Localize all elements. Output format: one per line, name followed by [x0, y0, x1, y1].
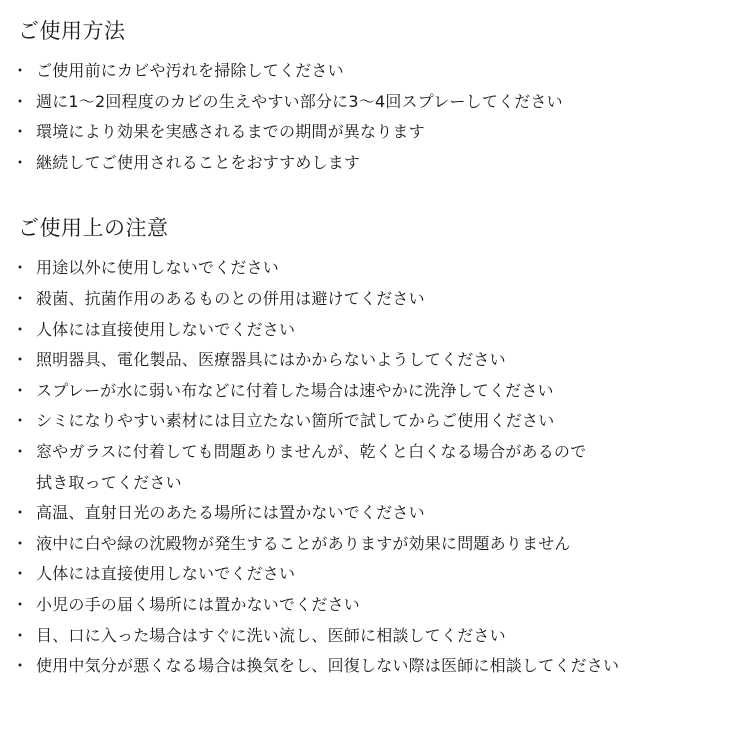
list-item-text: ・ 用途以外に使用しないでください	[36, 258, 280, 278]
list-item-text: ・ 使用中気分が悪くなる場合は換気をし、回復しない際は医師に相談してください	[36, 656, 620, 676]
list-item-text: ・ 週に1〜2回程度のカビの生えやすい部分に3〜4回スプレーしてください	[36, 91, 563, 111]
list-item	[18, 345, 733, 376]
list-item-text: ・ 環境により効果を実感されるまでの期間が異なります	[36, 122, 425, 142]
list-item	[18, 651, 733, 682]
cautions-title: ご使用上の注意	[18, 216, 169, 241]
list-item	[18, 87, 733, 118]
list-item-text: ・ 液中に白や緑の沈殿物が発生することがありますが効果に問題ありません	[36, 533, 571, 553]
list-item	[18, 437, 733, 498]
list-item	[18, 117, 733, 148]
list-item-text-continued: 拭き取ってください	[36, 472, 182, 492]
list-item-text: ・ シミになりやすい素材には目立たない箇所で試してからご使用ください	[36, 411, 555, 431]
list-item	[18, 148, 733, 179]
usage-title: ご使用方法	[18, 19, 126, 43]
list-item-text: ・ スプレーが水に弱い布などに付着した場合は速やかに洗浄してください	[36, 380, 554, 400]
list-item-text: ・ ご使用前にカビや汚れを掃除してください	[36, 61, 344, 80]
list-item-text: ・ 人体には直接使用しないでください	[36, 564, 296, 584]
list-item	[18, 559, 733, 590]
list-item	[18, 406, 733, 437]
list-item	[18, 376, 733, 407]
list-item-text: ・ 照明器具、電化製品、医療器具にはかからないようしてください	[36, 350, 506, 370]
list-item	[18, 315, 733, 346]
list-item	[18, 56, 733, 87]
list-item	[18, 284, 733, 315]
list-item	[18, 253, 733, 284]
cautions-list	[18, 253, 733, 681]
list-item	[18, 621, 733, 652]
list-item-text: ・ 小児の手の届く場所には置かないでください	[36, 594, 361, 614]
list-item	[18, 529, 733, 560]
instructions-page	[18, 16, 733, 682]
cautions-section	[18, 213, 733, 681]
usage-list	[18, 56, 733, 178]
usage-section	[18, 16, 733, 178]
list-item	[18, 590, 733, 621]
list-item-text: ・ 殺菌、抗菌作用のあるものとの併用は避けてください	[36, 288, 425, 308]
list-item	[18, 498, 733, 529]
list-item-text: ・ 人体には直接使用しないでください	[36, 319, 296, 339]
list-item-text: ・ 目、口に入った場合はすぐに洗い流し、医師に相談してください	[36, 625, 506, 645]
list-item-text: ・ 窓やガラスに付着しても問題ありませんが、乾くと白くなる場合があるので	[36, 441, 587, 461]
list-item-text: ・ 高温、直射日光のあたる場所には置かないでください	[36, 503, 425, 523]
list-item-text: ・ 継続してご使用されることをおすすめします	[36, 152, 361, 172]
